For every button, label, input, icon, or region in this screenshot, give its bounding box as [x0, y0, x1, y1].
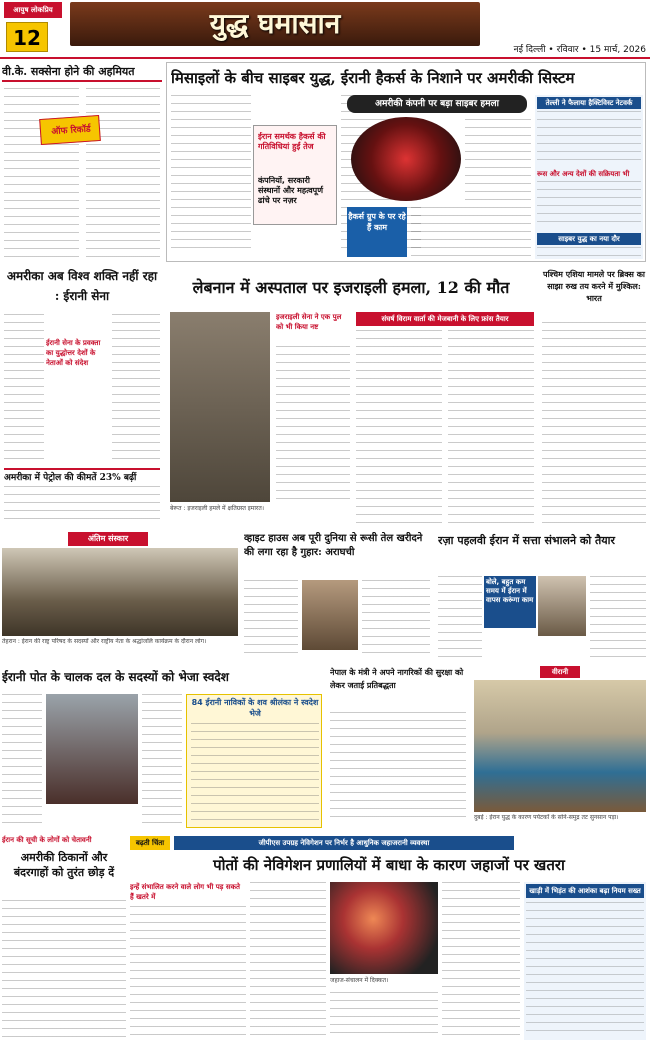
text-column — [438, 576, 482, 660]
text-column — [4, 486, 160, 526]
right-sidebar — [535, 95, 643, 259]
center-second-story — [166, 266, 536, 528]
left-top-story — [2, 62, 162, 262]
hacker-caption: हैकर्स ग्रुप के पर रहे हैं काम — [347, 207, 407, 257]
coffin-photo — [46, 694, 138, 804]
text-column — [542, 322, 646, 526]
text-column — [330, 992, 438, 1040]
srilanka-subhead: 84 ईरानी नाविकों के शव श्रीलंका ने स्वदेश भेजे — [191, 698, 319, 718]
pull-quote-1: ईरान समर्थक हैकर्स की गतिविधियां हुईं तेज — [258, 132, 326, 151]
ship-crew-headline: ईरानी पोत के चालक दल के सदस्यों को भेजा स्वदेश — [2, 670, 229, 684]
last-rites-tag: अंतिम संस्कार — [68, 532, 148, 546]
text-column — [250, 882, 326, 1040]
warning-label: ईरान की सूची के लोगों को चेतावनी — [2, 836, 92, 844]
text-column — [171, 95, 251, 255]
left-pull-quote: ईरानी सेना के प्रवक्ता का युद्धोत्तर देशों के नेताओं को संदेश — [46, 339, 101, 367]
srilanka-box — [186, 694, 322, 828]
hacker-image — [351, 117, 461, 201]
navigation-headline: पोतों की नेविगेशन प्रणालियों में बाधा के कारण जहाजों पर खतरा — [213, 856, 565, 874]
reza-pull-quote: बोले, बहुत कम समय में ईरान में वापस करूंगा काम — [484, 576, 536, 628]
text-column — [4, 314, 44, 464]
right-second-story — [540, 266, 648, 528]
text-column — [142, 694, 182, 828]
left-top-headline: वी.के. सक्सेना होने की अहमियत — [2, 62, 162, 82]
gps-bar: जीपीएस उपग्रह नेविगेशन पर निर्भर है आधुनिक जहाजरानी व्यवस्था — [174, 836, 514, 850]
photo-caption: बेरूत : इजराइली हमले में क्षतिग्रस्त इमारत। — [170, 505, 265, 512]
ship-caption: जहाज-संचालन में दिक्कत। — [330, 977, 389, 984]
sidebar-head-2: रूस और अन्य देशों की सक्रियता भी — [537, 170, 630, 178]
dubai-photo — [474, 680, 646, 812]
sidebar-head-3: साइबर युद्ध का नया दौर — [537, 233, 641, 245]
text-column — [2, 694, 42, 828]
reza-photo — [538, 576, 586, 636]
text-column — [526, 902, 644, 1038]
section-title: युद्ध घमासान — [209, 7, 341, 40]
text-column — [537, 247, 641, 257]
main-top-headline: मिसाइलों के बीच साइबर युद्ध, ईरानी हैकर्स के निशाने पर अमरीकी सिस्टम — [171, 69, 575, 87]
sidebar-head-1: तेल्ली ने फैलाया हैक्टिविस्ट नेटवर्क — [537, 97, 641, 109]
dubai-caption: दुबई : ईरान युद्ध के कारण पर्यटकों के सोने-समुद्र तट सुनसान पड़ा। — [474, 814, 619, 821]
gulf-box — [524, 882, 646, 1040]
pull-quote-box — [253, 125, 337, 225]
text-column — [362, 580, 430, 660]
masthead — [0, 0, 650, 56]
main-top-story — [166, 62, 646, 262]
lebanon-headline: लेबनान में अस्पताल पर इजराइली हमला, 12 की मौत — [192, 278, 510, 297]
ship-crew-story — [2, 666, 324, 830]
text-column — [112, 314, 160, 464]
text-column — [330, 712, 466, 818]
text-column — [4, 88, 79, 258]
gulf-headline: खाड़ी में भिड़ंत की आशंका बढ़ा नियम सख्त — [526, 884, 644, 898]
text-column — [276, 346, 350, 502]
left-second-headline: अमरीका अब विश्व शक्ति नहीं रहा : ईरानी सेना — [6, 269, 158, 303]
text-column — [130, 906, 246, 1040]
whitehouse-headline: व्हाइट हाउस अब पूरी दुनिया से रूसी तेल खरीदने की लगा रहा है गुहार: अराघची — [244, 533, 423, 558]
dateline: नई दिल्ली • रविवार • 15 मार्च, 2026 — [513, 45, 646, 55]
page-number: 12 — [6, 22, 48, 52]
brics-headline: पश्चिम एशिया मामले पर ब्रिक्स का साझा रुख तय करने में मुश्किल: भारत — [543, 269, 645, 303]
text-column — [537, 111, 641, 167]
nepal-dubai-story — [328, 666, 648, 830]
text-column — [2, 900, 126, 1040]
concern-tag: बढ़ती चिंता — [130, 836, 170, 850]
last-rites-story — [2, 532, 238, 662]
ship-photo — [330, 882, 438, 974]
text-column — [465, 119, 531, 203]
araghchi-photo — [302, 580, 358, 650]
left-second-story — [2, 266, 162, 528]
text-column — [86, 88, 160, 258]
pull-quote-2: कंपनियों, सरकारी संस्थानों और महत्वपूर्ण ढांचे पर नज़र — [258, 176, 324, 205]
nepal-headline: नेपाल के मंत्री ने अपने नागरिकों की सुरक्षा को लेकर जताई प्रतिबद्धता — [330, 667, 464, 690]
reza-story — [436, 532, 648, 662]
newspaper-logo: आयुष लोकप्रिय — [4, 2, 62, 18]
header-divider — [0, 57, 650, 59]
off-record-label: ऑफ रिकॉर्ड — [51, 124, 92, 138]
viral-tag: वीरानी — [540, 666, 580, 678]
text-column — [448, 330, 534, 524]
text-column — [356, 330, 442, 524]
navigation-subhead: इन्हें संभालित करने वाले लोग भी पड़ सकते हैं खतरे में — [130, 883, 240, 901]
beirut-photo — [170, 312, 270, 502]
navigation-story — [130, 834, 648, 1042]
text-column — [411, 207, 531, 257]
funeral-caption: तेहरान : ईरान की राष्ट्र परिषद के सदस्यों और राष्ट्रीय नेता के श्रद्धांजलि कार्यक्रम के दौरान लोग। — [2, 638, 207, 645]
warning-story — [2, 834, 126, 1042]
text-column — [244, 580, 298, 660]
text-column — [590, 576, 646, 660]
oil-price-headline: अमरीका में पेट्रोल की कीमतें 23% बढ़ीं — [4, 468, 160, 484]
bridge-subhead: इजराइली सेना ने एक पुल को भी किया नष्ट — [276, 313, 342, 331]
reza-headline: रज़ा पहलवी ईरान में सत्ता संभालने को तैयार — [438, 534, 616, 547]
ceasefire-bar: संघर्ष विराम वार्ता की मेजबानी के लिए फ्रांस तैयार — [356, 312, 534, 326]
sub-headline: अमरीकी कंपनी पर बड़ा साइबर हमला — [347, 95, 527, 113]
section-banner — [70, 2, 480, 46]
warning-headline: अमरीकी ठिकानों और बंदरगाहों को तुरंत छोड़ दें — [13, 851, 115, 879]
text-column — [442, 882, 520, 1040]
off-record-badge — [39, 115, 101, 145]
funeral-photo — [2, 548, 238, 636]
text-column — [191, 723, 319, 825]
whitehouse-story — [242, 532, 432, 662]
text-column — [537, 181, 641, 229]
